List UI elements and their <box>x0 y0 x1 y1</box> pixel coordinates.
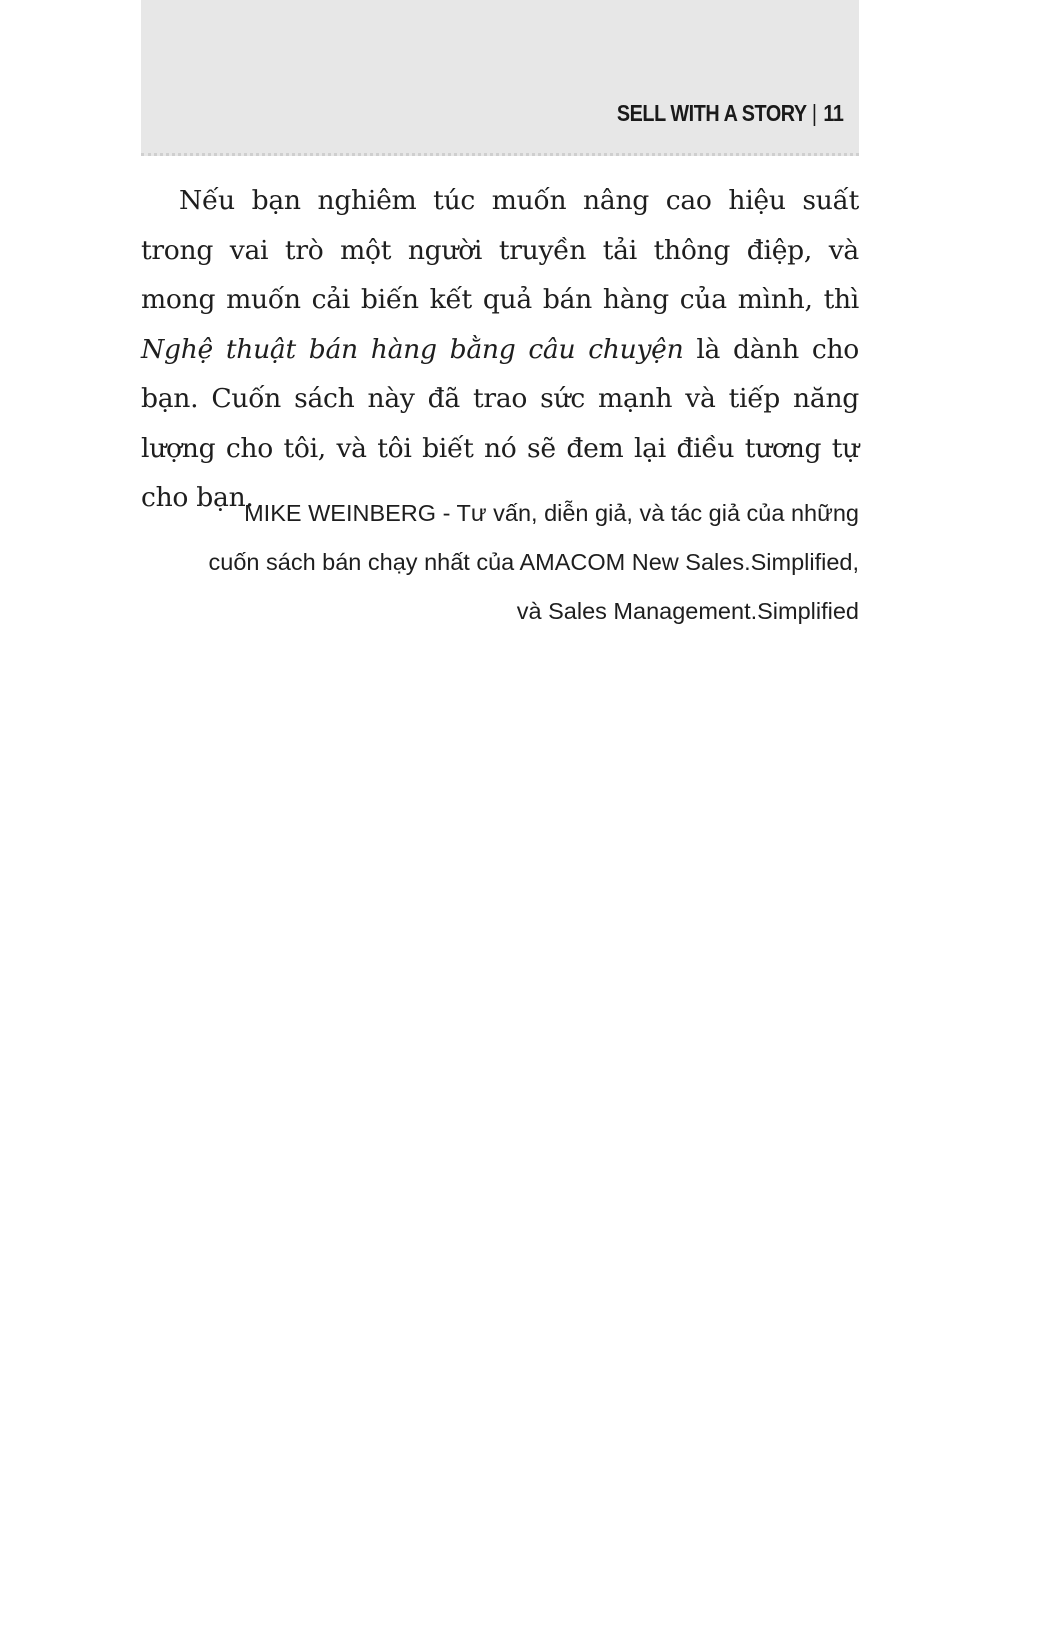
header-separator: | <box>811 100 817 126</box>
paragraph-text-start: Nếu bạn nghiêm túc muốn nâng cao hiệu suất trong vai trò một người truyền tải thông điệp, và mong muốn cải biến kết quả bán hàng của mình, thì <box>141 185 859 315</box>
paragraph-text-end: là dành cho bạn. Cuốn sách này đã trao sức mạnh và tiếp năng lượng cho tôi, và tôi biết nó sẽ đem lại điều tương tự cho bạn. <box>141 333 859 513</box>
running-title: SELL WITH A STORY <box>616 100 807 126</box>
running-header-band <box>141 0 859 156</box>
endorsement-attribution <box>141 489 859 636</box>
attribution-line-1: MIKE WEINBERG - Tư vấn, diễn giả, và tác giả của những <box>244 500 859 526</box>
book-title: Nghệ thuật bán hàng bằng câu chuyện <box>141 333 684 365</box>
attribution-line-2: cuốn sách bán chạy nhất của AMACOM New Sales.Simplified, <box>208 549 859 575</box>
running-head <box>616 100 843 127</box>
endorsement-paragraph <box>141 176 859 523</box>
page-number: 11 <box>822 100 843 126</box>
attribution-line-3: và Sales Management.Simplified <box>516 598 859 624</box>
